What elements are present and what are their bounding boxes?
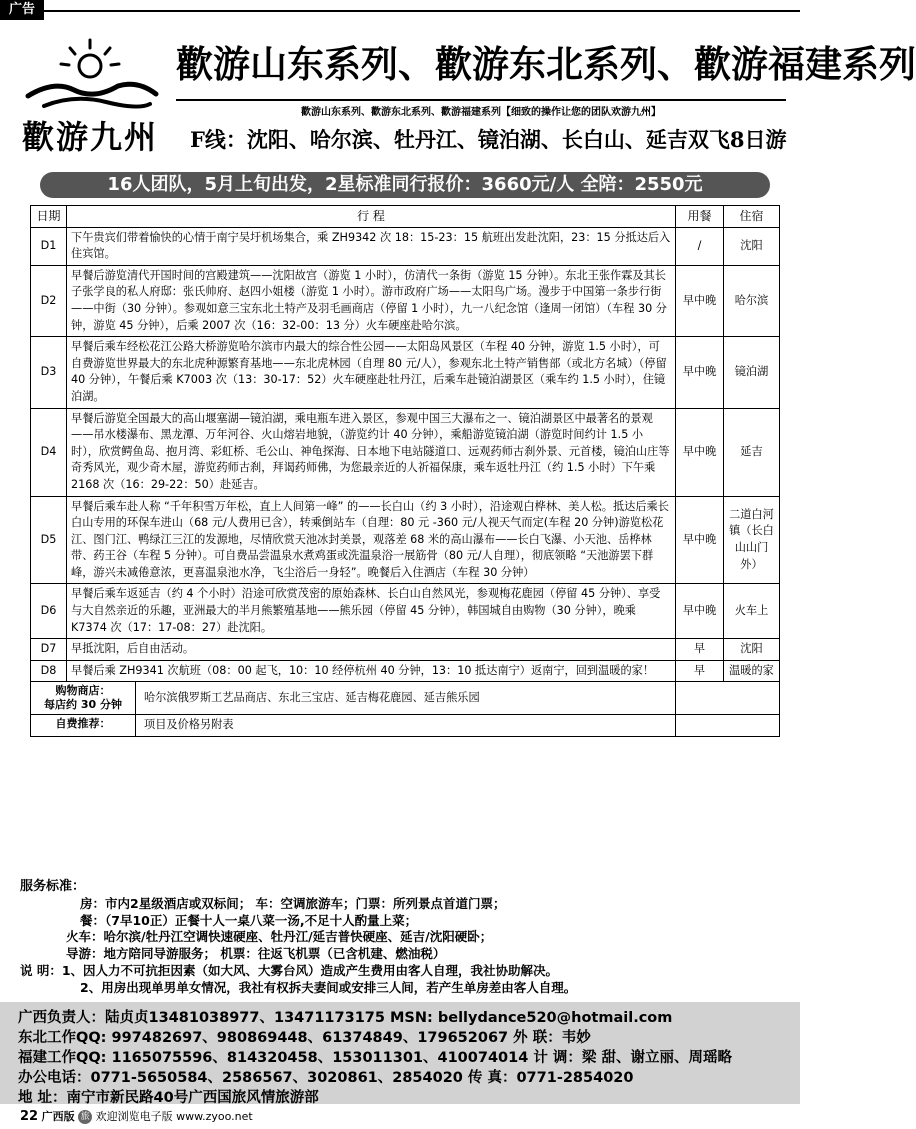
ad-tag: 广告 <box>0 0 44 20</box>
day-cell: D7 <box>31 639 67 661</box>
shops-value: 哈尔滨俄罗斯工艺品商店、东北三宝店、延吉梅花鹿园、延吉熊乐园 <box>144 691 480 705</box>
header-meal: 用餐 <box>676 206 724 228</box>
route-title: F线：沈阳、哈尔滨、牡丹江、镜泊湖、长白山、延吉双飞8日游 <box>190 127 787 152</box>
page-footer <box>20 1108 253 1124</box>
self-pay-label: 自费推荐： <box>31 715 136 736</box>
stay-cell: 延吉 <box>724 408 780 496</box>
table-row <box>31 408 780 496</box>
table-row <box>31 584 780 639</box>
stay-cell: 哈尔滨 <box>724 265 780 336</box>
itinerary-cell: 早抵沈阳，后自由活动。 <box>67 639 676 661</box>
itinerary-cell: 早餐后乘车经松花江公路大桥游览哈尔滨市内最大的综合性公园——太阳岛风景区（车程 40 分钟，游览 1.5 小时），可自费游览世界最大的东北虎种源繁育基地——东北虎林园（自理 80 元/人），参观东北土特产销售部（或北方名城）（停留 40 分钟），午餐后乘 K7003 次（13：30-17：52）火车硬座赴牡丹江，后乘车赴镜泊湖景区（乘车约 1.5 小时），住镜泊湖。 <box>67 337 676 408</box>
stay-cell: 沈阳 <box>724 227 780 265</box>
self-pay-row <box>31 715 780 737</box>
contact-line: 东北工作QQ: 997482697、980869448、61374849、179652067 外 联：韦妙 <box>18 1030 591 1046</box>
contact-line: 福建工作QQ: 1165075596、814320458、153011301、410074014 计 调：梁 甜、谢立丽、周瑶略 <box>18 1050 732 1066</box>
page-number: 22 <box>20 1109 39 1124</box>
table-row <box>31 227 780 265</box>
meal-cell: 早中晚 <box>676 408 724 496</box>
itinerary-cell: 下午贵宾们带着愉快的心情于南宁吴圩机场集合，乘 ZH9342 次 18：15-23：15 航班出发赴沈阳，23：15 分抵达后入住宾馆。 <box>67 227 676 265</box>
meal-cell: 早中晚 <box>676 337 724 408</box>
stay-cell: 沈阳 <box>724 639 780 661</box>
shops-row <box>31 682 780 715</box>
table-row <box>31 496 780 584</box>
service-title: 服务标准： <box>20 879 86 894</box>
contact-line: 办公电话：0771-5650584、2586567、3020861、2854020 传 真：0771-2854020 <box>18 1070 634 1086</box>
contact-address: 地 址：南宁市新民路40号广西国旅风情旅游部 <box>18 1090 319 1106</box>
notes-block <box>20 963 790 980</box>
meal-cell: 早 <box>676 660 724 682</box>
header-stay: 住宿 <box>724 206 780 228</box>
table-row <box>31 337 780 408</box>
badge-icon: 旅 <box>78 1110 92 1124</box>
service-line: 房：市内2星级酒店或双标间； 车：空调旅游车；门票：所列景点首道门票； <box>80 895 506 911</box>
meal-cell: 早中晚 <box>676 265 724 336</box>
contact-line: 广西负责人：陆贞贞13481038977、13471173175 MSN: bellydance520@hotmail.com <box>18 1010 673 1026</box>
shops-label-line1: 购物商店： <box>55 684 111 698</box>
day-cell: D2 <box>31 265 67 336</box>
day-cell: D8 <box>31 660 67 682</box>
shops-label-line2: 每店约 30 分钟 <box>44 698 122 712</box>
table-row <box>31 265 780 336</box>
service-line: 餐：（7早10正）正餐十人一桌八菜一汤,不足十人酌量上菜； <box>80 912 418 928</box>
header-day: 日期 <box>31 206 67 228</box>
itinerary-cell: 早餐后游览全国最大的高山堰塞湖—镜泊湖，乘电瓶车进入景区，参观中国三大瀑布之一、镜泊湖景区中最著名的景观——吊水楼瀑布、黑龙潭、万年河谷、火山熔岩地貌，（游览约计 40 分钟），乘船游览镜泊湖（游览时间约计 1.5 小时），欣赏鳄鱼岛、抱月湾、彩虹桥、毛公山、神龟探海、日本地下电站隧道口、远观药师古刹外景、元首楼，镜泊山庄等奇秀风光，观少奇木屋，游览药师古刹，拜谒药师佛，为您最亲近的人祈福保康，乘车返牡丹江（约 1.5 小时）下午乘 2168 次（16：29-22：50）赴延吉。 <box>67 408 676 496</box>
day-cell: D4 <box>31 408 67 496</box>
service-line: 火车：哈尔滨/牡丹江空调快速硬座、牡丹江/延吉普快硬座、延吉/沈阳硬卧； <box>66 929 493 945</box>
itinerary-cell: 早餐后乘车赴人称 “千年积雪万年松，直上人间第一峰” 的——长白山（约 3 小时），沿途观白桦林、美人松。抵达后乘长白山专用的环保车进山（68 元/人费用已含），转乘倒站车（自理：80 元 -360 元/人视天气而定(车程 20 分钟)游览松花江、图门江、鸭绿江三江的发源地，尽情欣赏天池冰封美景，观落差 68 米的高山瀑布——长白飞瀑、小天池、岳桦林带、药王谷（车程 5 分钟）。可自费品尝温泉水煮鸡蛋或洗温泉浴一展筋骨（80 元/人自理），彻底领略 “天池游罢下群峰，游兴未减倦意浓，更喜温泉池水净，飞尘浴后一身轻”。晚餐后入住酒店（车程 30 分钟） <box>67 496 676 584</box>
day-cell: D1 <box>31 227 67 265</box>
contact-panel <box>0 1002 800 1104</box>
note-line: 1、因人力不可抗拒因素（如大风、大雾台风）造成产生费用由客人自理，我社协助解决。 <box>61 962 559 978</box>
table-header-row <box>31 206 780 228</box>
meal-cell: 早中晚 <box>676 584 724 639</box>
itinerary-cell: 早餐后乘车返延吉（约 4 个小时）沿途可欣赏茂密的原始森林、长白山自然风光，参观梅花鹿园（停留 45 分钟）、享受与大自然亲近的乐趣，亚洲最大的半月熊繁殖基地——熊乐园（停留 45 分钟），韩国城自由购物（30 分钟），晚乘 K7374 次（17：17-08：27）赴沈阳。 <box>67 584 676 639</box>
self-pay-value: 项目及价格另附表 <box>144 718 234 732</box>
brand-name: 歡游九州 <box>21 118 158 156</box>
table-row <box>31 660 780 682</box>
stay-cell: 温暖的家 <box>724 660 780 682</box>
meal-cell: / <box>676 227 724 265</box>
itinerary-cell: 早餐后游览清代开国时间的宫殿建筑——沈阳故宫（游览 1 小时），仿清代一条街（游览 15 分钟）。东北王张作霖及其长子张学良的私人府邸：张氏帅府、赵四小姐楼（游览 1 小时）。游市政府广场——太阳鸟广场。漫步于中国第一条步行街——中街（30 分钟）。参观如意三宝东北土特产及羽毛画商店（停留 1 小时），九一八纪念馆（逢周一闭馆）（车程 30 分钟，游览 45 分钟），后乘 2007 次（16：32-00：13 分）火车硬座赴哈尔滨。 <box>67 265 676 336</box>
itinerary-table <box>30 205 780 737</box>
service-line: 导游：地方陪同导游服务； 机票：往返飞机票（已含机建、燃油税） <box>66 946 446 962</box>
shops-label <box>31 682 136 714</box>
edition-label: 广西版 <box>41 1110 75 1123</box>
price-banner: 16人团队，5月上旬出发，2星标准同行报价：3660元/人 全陪：2550元 <box>40 172 770 198</box>
day-cell: D6 <box>31 584 67 639</box>
meal-cell: 早 <box>676 639 724 661</box>
table-row <box>31 639 780 661</box>
top-rule <box>44 10 800 12</box>
day-cell: D5 <box>31 496 67 584</box>
notes-label: 说 明： <box>20 962 62 978</box>
headline: 歡游山东系列、歡游东北系列、歡游福建系列 <box>176 42 916 86</box>
note-line: 2、用房出现单男单女情况，我社有权拆夫妻间或安排三人间，若产生单房差由客人自理。 <box>80 979 577 995</box>
stay-cell: 镜泊湖 <box>724 337 780 408</box>
service-standards <box>20 879 790 997</box>
header-itinerary: 行 程 <box>67 206 676 228</box>
sun-mountain-icon <box>14 34 166 114</box>
itinerary-cell: 早餐后乘 ZH9341 次航班（08：00 起飞，10：10 经停杭州 40 分钟，13：10 抵达南宁）返南宁，回到温暖的家！ <box>67 660 676 682</box>
day-cell: D3 <box>31 337 67 408</box>
stay-cell: 火车上 <box>724 584 780 639</box>
website-link[interactable]: 欢迎浏览电子版 www.zyoo.net <box>95 1110 253 1123</box>
stay-cell: 二道白河镇（长白山山门外） <box>724 496 780 584</box>
meal-cell: 早中晚 <box>676 496 724 584</box>
brand-logo <box>14 34 166 162</box>
subline: 歡游山东系列、歡游东北系列、歡游福建系列【细致的操作让您的团队欢游九州】 <box>176 99 786 121</box>
